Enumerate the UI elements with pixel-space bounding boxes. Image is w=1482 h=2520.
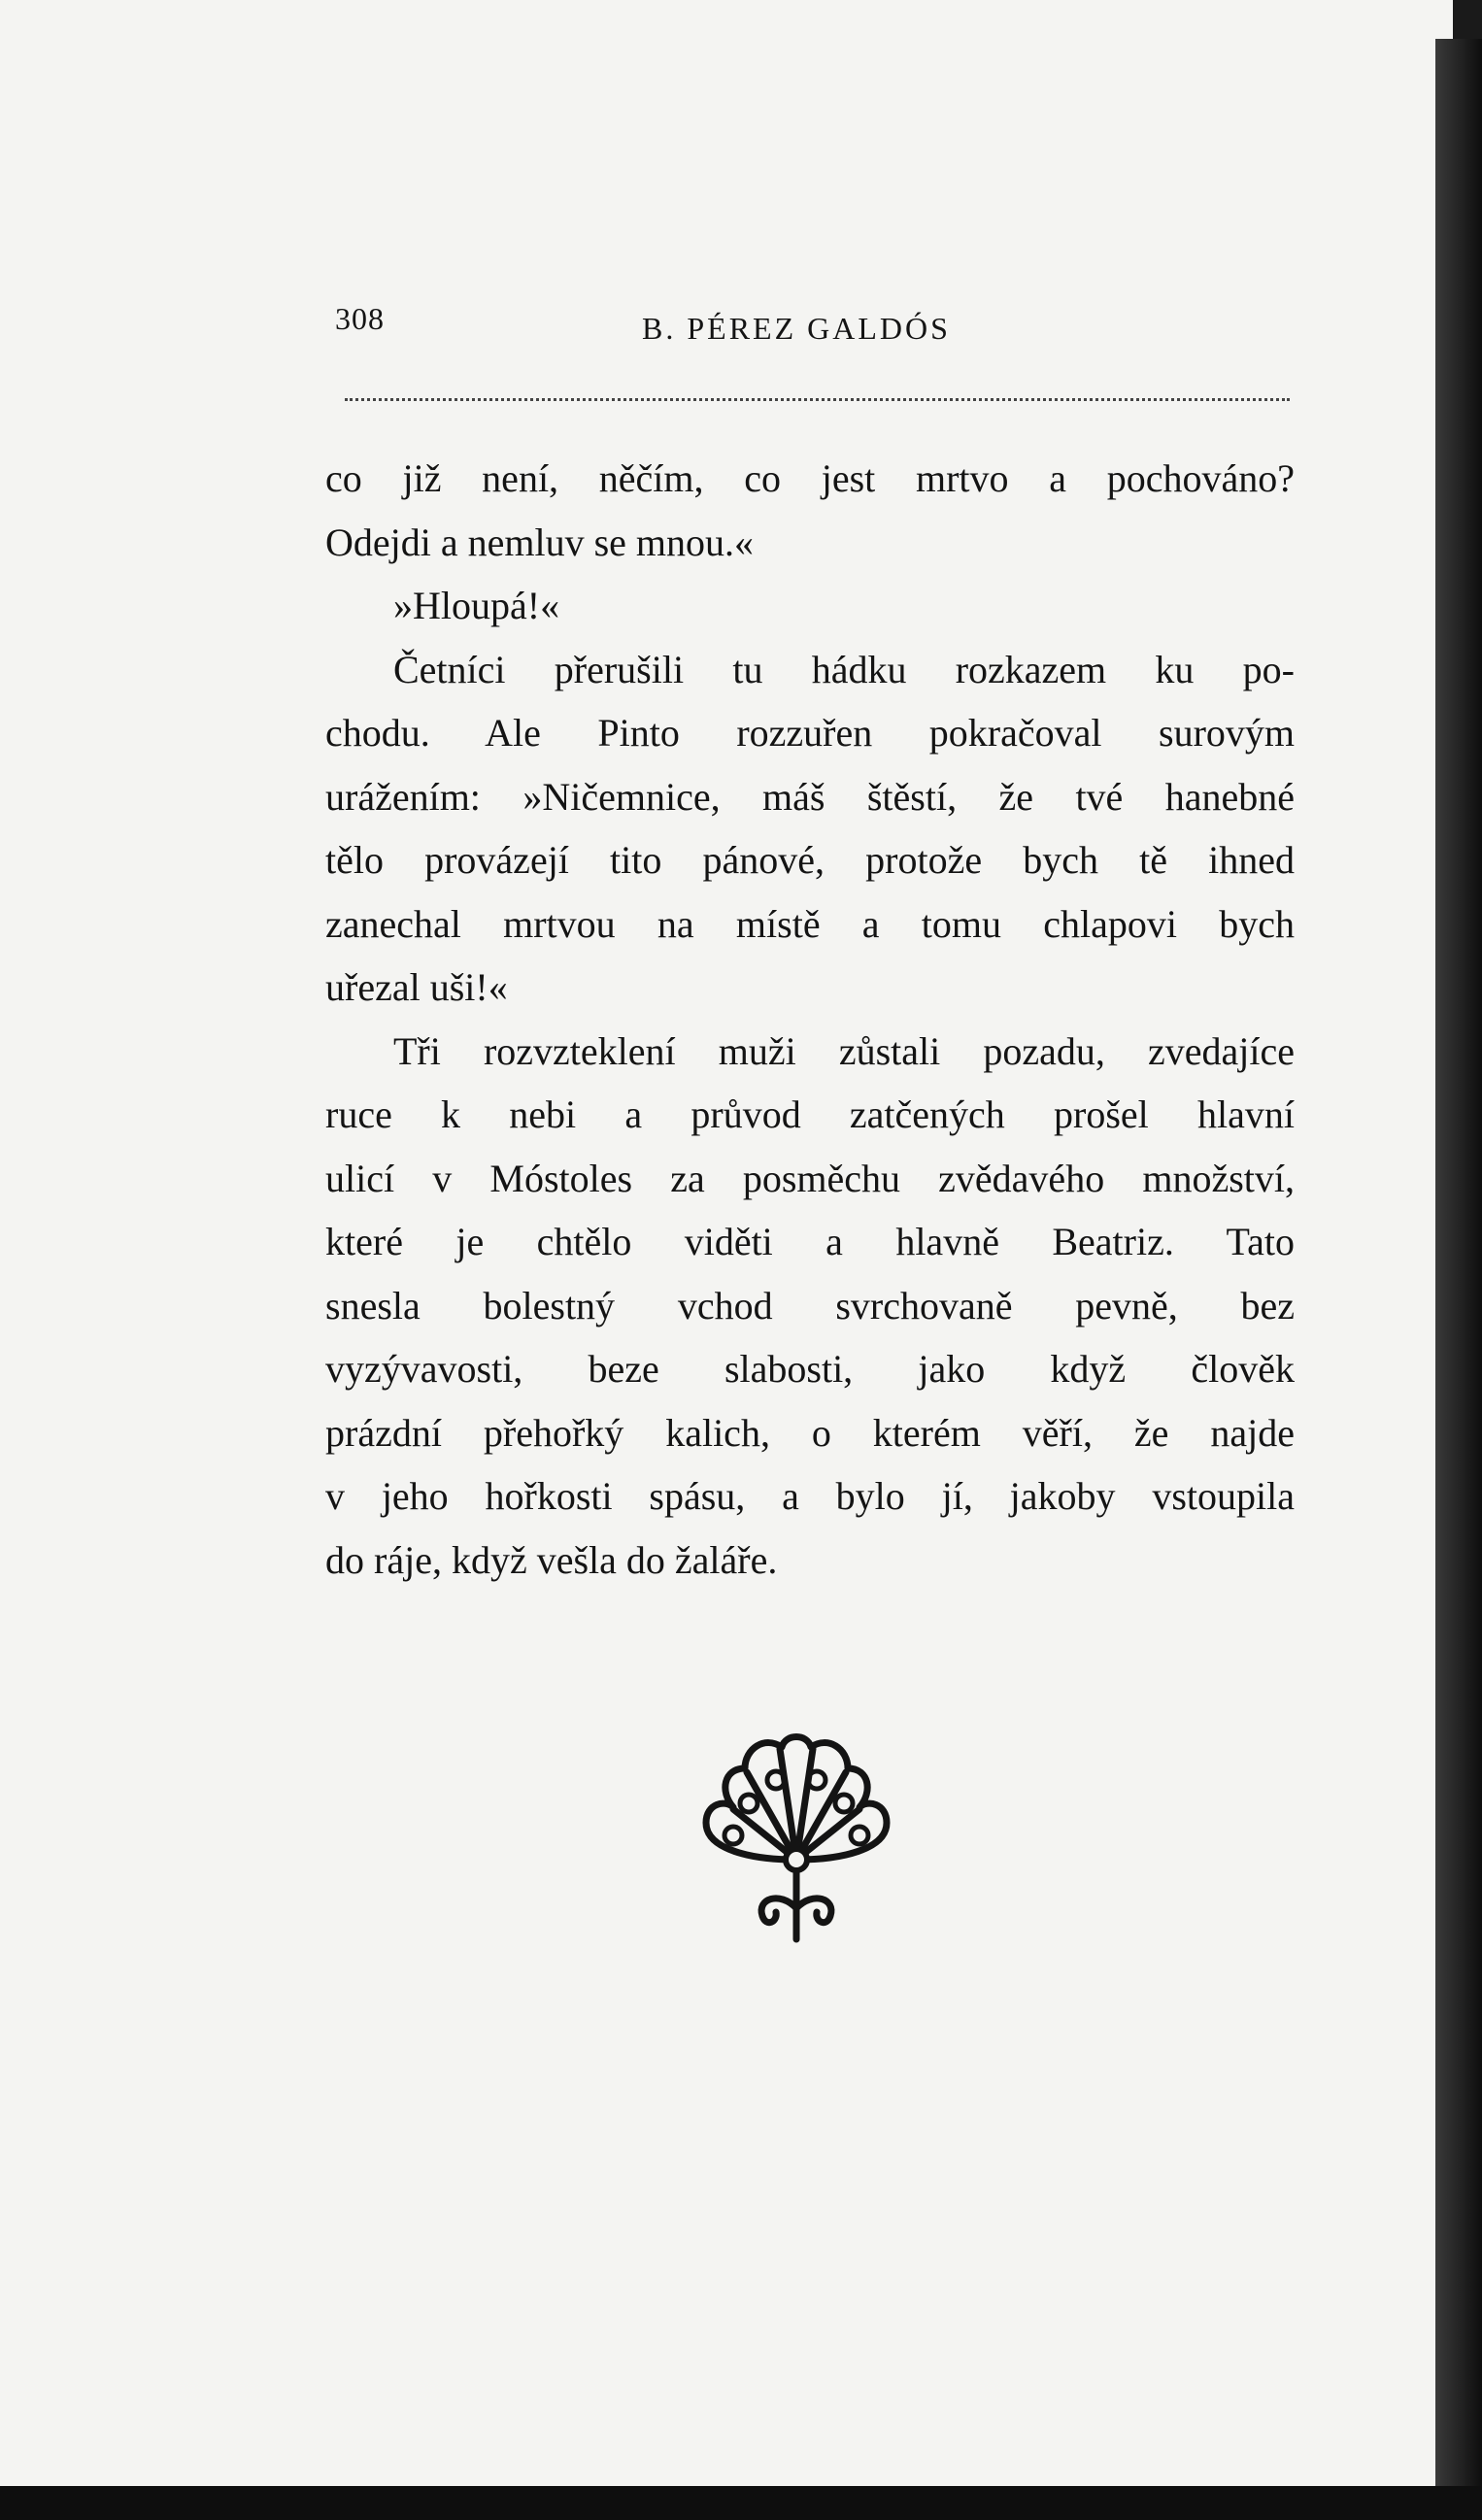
text-line: prázdní přehořký kalich, o kterém věří, že najde <box>325 1410 1295 1455</box>
text-line: ruce k nebi a průvod zatčených prošel hlavní <box>325 1092 1295 1136</box>
text-line: »Hloupá!« <box>393 584 560 627</box>
flower-ornament-icon <box>694 1714 898 1947</box>
text-line: chodu. Ale Pinto rozzuřen pokračoval surovým <box>325 711 1295 755</box>
text-line: které je chtělo viděti a hlavně Beatriz. Tato <box>325 1220 1295 1263</box>
text-line: ulicí v Móstoles za posměchu zvědavého množství, <box>325 1156 1295 1200</box>
body-text <box>325 447 1295 1592</box>
text-line: Četníci přerušili tu hádku rozkazem ku po- <box>393 647 1295 691</box>
page-number: 308 <box>335 301 385 336</box>
text-line: Odejdi a nemluv se mnou.« <box>325 520 755 564</box>
text-line: urážením: »Ničemnice, máš štěstí, že tvé hanebné <box>325 774 1295 819</box>
text-line: co již není, něčím, co jest mrtvo a pochováno? <box>325 456 1295 500</box>
text-line: zanechal mrtvou na místě a tomu chlapovi bych <box>325 901 1295 946</box>
text-line: tělo provázejí tito pánové, protože bych tě ihned <box>325 838 1295 882</box>
book-bottom-edge <box>0 2486 1482 2520</box>
text-line: vyzývavosti, beze slabosti, jako když člověk <box>325 1347 1295 1391</box>
text-line: v jeho hořkosti spásu, a bylo jí, jakoby vstoupila <box>325 1474 1295 1518</box>
page-header <box>335 297 1292 355</box>
running-head: B. PÉREZ GALDÓS <box>642 311 951 346</box>
text-line: do ráje, když vešla do žaláře. <box>325 1537 778 1582</box>
text-line: snesla bolestný vchod svrchovaně pevně, bez <box>325 1283 1295 1327</box>
book-spine-edge <box>1435 39 1482 2520</box>
header-rule <box>345 398 1290 401</box>
text-line: uřezal uši!« <box>325 965 508 1009</box>
text-line: Tři rozvzteklení muži zůstali pozadu, zvedajíce <box>393 1028 1295 1073</box>
